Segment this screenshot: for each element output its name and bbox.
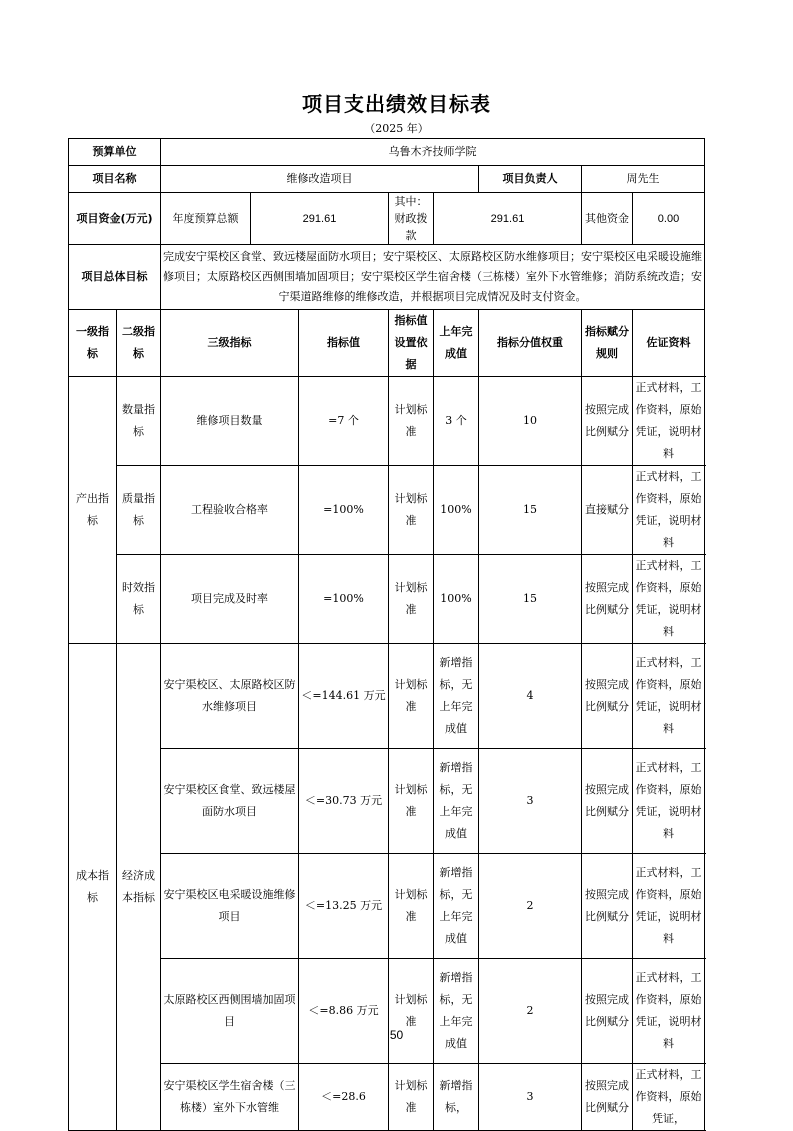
last-year-cell: 新增指标，: [434, 1064, 479, 1131]
level3-cell: 安宁渠校区学生宿舍楼（三栋楼）室外下水管维: [161, 1064, 299, 1131]
level2-cell: 经济成本指标: [117, 644, 161, 1131]
rule-cell: 按照完成比例赋分: [582, 1064, 633, 1131]
level3-cell: 维修项目数量: [161, 377, 299, 466]
evidence-cell: 正式材料，工作资料，原始凭证，说明材料: [633, 749, 705, 854]
performance-table: [68, 138, 705, 1131]
overall-goal-label: 项目总体目标: [69, 245, 161, 310]
last-year-cell: 3 个: [434, 377, 479, 466]
fiscal-funds-value: 291.61: [434, 193, 582, 245]
rule-cell: 按照完成比例赋分: [582, 644, 633, 749]
rule-cell: 按照完成比例赋分: [582, 749, 633, 854]
level3-cell: 安宁渠校区食堂、致远楼屋面防水项目: [161, 749, 299, 854]
evidence-cell: 正式材料，工作资料，原始凭证，说明材料: [633, 644, 705, 749]
last-year-cell: 100%: [434, 466, 479, 555]
column-header: 上年完成值: [434, 310, 479, 377]
evidence-cell: 正式材料，工作资料，原始凭证，: [633, 1064, 705, 1131]
table-row: [69, 377, 705, 466]
value-cell: =7 个: [299, 377, 389, 466]
column-header: 二级指标: [117, 310, 161, 377]
table-row: [69, 749, 705, 854]
evidence-cell: 正式材料，工作资料，原始凭证，说明材料: [633, 854, 705, 959]
last-year-cell: 新增指标，无上年完成值: [434, 644, 479, 749]
table-row: [69, 1064, 705, 1131]
level3-cell: 安宁渠校区电采暖设施维修项目: [161, 854, 299, 959]
table-row: [69, 959, 705, 1064]
fiscal-funds-label: 其中：财政拨款: [389, 193, 434, 245]
value-cell: ＜=8.86 万元: [299, 959, 389, 1064]
weight-cell: 2: [479, 854, 582, 959]
level3-cell: 项目完成及时率: [161, 555, 299, 644]
rule-cell: 按照完成比例赋分: [582, 854, 633, 959]
value-cell: ＜=144.61 万元: [299, 644, 389, 749]
basis-cell: 计划标准: [389, 749, 434, 854]
basis-cell: 计划标准: [389, 466, 434, 555]
last-year-cell: 新增指标，无上年完成值: [434, 854, 479, 959]
evidence-cell: 正式材料，工作资料，原始凭证，说明材料: [633, 466, 705, 555]
last-year-cell: 100%: [434, 555, 479, 644]
project-lead-value: 周先生: [582, 166, 705, 193]
project-lead-label: 项目负责人: [479, 166, 582, 193]
last-year-cell: 新增指标，无上年完成值: [434, 959, 479, 1064]
weight-cell: 3: [479, 1064, 582, 1131]
evidence-cell: 正式材料，工作资料，原始凭证，说明材料: [633, 959, 705, 1064]
basis-cell: 计划标准: [389, 1064, 434, 1131]
rule-cell: 按照完成比例赋分: [582, 959, 633, 1064]
basis-cell: 计划标准: [389, 854, 434, 959]
weight-cell: 15: [479, 555, 582, 644]
page-number: 50: [389, 1028, 404, 1042]
level1-cell: 成本指标: [69, 644, 117, 1131]
value-cell: =100%: [299, 555, 389, 644]
other-funds-label: 其他资金: [582, 193, 633, 245]
weight-cell: 4: [479, 644, 582, 749]
project-name-label: 项目名称: [69, 166, 161, 193]
weight-cell: 3: [479, 749, 582, 854]
level3-cell: 太原路校区西侧围墙加固项目: [161, 959, 299, 1064]
weight-cell: 2: [479, 959, 582, 1064]
weight-cell: 15: [479, 466, 582, 555]
table-row: [69, 555, 705, 644]
annual-budget-value: 291.61: [251, 193, 389, 245]
overall-goal-text: 完成安宁渠校区食堂、致远楼屋面防水项目；安宁渠校区、太原路校区防水维修项目；安宁渠校区电采暖设施维修项目；太原路校区西侧围墙加固项目；安宁渠校区学生宿舍楼（三栋楼）室外下水管维修；消防系统改造；安宁渠道路维修的维修改造，并根据项目完成情况及时支付资金。: [161, 245, 705, 310]
annual-budget-label: 年度预算总额: [161, 193, 251, 245]
level3-cell: 安宁渠校区、太原路校区防水维修项目: [161, 644, 299, 749]
budget-unit-value: 乌鲁木齐技师学院: [161, 139, 705, 166]
basis-cell: 计划标准: [389, 555, 434, 644]
column-header: 指标分值权重: [479, 310, 582, 377]
column-header: 一级指标: [69, 310, 117, 377]
column-header: 指标值设置依据: [389, 310, 434, 377]
table-row: [69, 644, 705, 749]
evidence-cell: 正式材料，工作资料，原始凭证，说明材料: [633, 555, 705, 644]
table-row: [69, 466, 705, 555]
value-cell: ＜=30.73 万元: [299, 749, 389, 854]
weight-cell: 10: [479, 377, 582, 466]
last-year-cell: 新增指标，无上年完成值: [434, 749, 479, 854]
level1-cell: 产出指标: [69, 377, 117, 644]
level3-cell: 工程验收合格率: [161, 466, 299, 555]
value-cell: =100%: [299, 466, 389, 555]
value-cell: ＜=28.6: [299, 1064, 389, 1131]
rule-cell: 直接赋分: [582, 466, 633, 555]
rule-cell: 按照完成比例赋分: [582, 377, 633, 466]
level2-cell: 时效指标: [117, 555, 161, 644]
column-header: 佐证资料: [633, 310, 705, 377]
column-header: 三级指标: [161, 310, 299, 377]
column-header: 指标值: [299, 310, 389, 377]
basis-cell: 计划标准: [389, 644, 434, 749]
column-header: 指标赋分规则: [582, 310, 633, 377]
project-name-value: 维修改造项目: [161, 166, 479, 193]
basis-cell: 计划标准: [389, 377, 434, 466]
level2-cell: 数量指标: [117, 377, 161, 466]
other-funds-value: 0.00: [633, 193, 705, 245]
rule-cell: 按照完成比例赋分: [582, 555, 633, 644]
year-subtitle: （2025 年）: [364, 122, 429, 135]
level2-cell: 质量指标: [117, 466, 161, 555]
evidence-cell: 正式材料，工作资料，原始凭证，说明材料: [633, 377, 705, 466]
basis-cell: 计划标准: [389, 959, 434, 1064]
page-title: 项目支出绩效目标表: [302, 92, 491, 116]
table-row: [69, 854, 705, 959]
budget-unit-label: 预算单位: [69, 139, 161, 166]
project-funds-label: 项目资金(万元): [69, 193, 161, 245]
value-cell: ＜=13.25 万元: [299, 854, 389, 959]
